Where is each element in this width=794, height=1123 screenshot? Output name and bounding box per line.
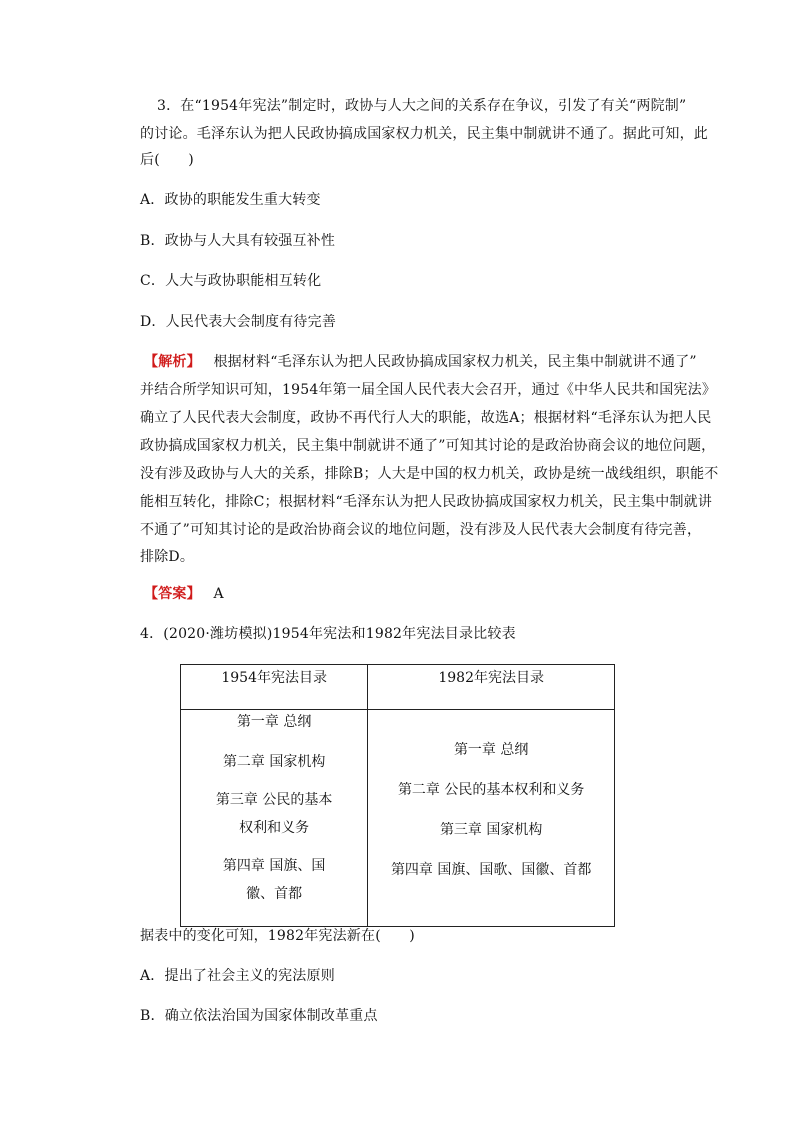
1982-chapter-3: 第三章 国家机构 xyxy=(439,822,543,838)
analysis-line-3: 确立了人民代表大会制度，政协不再代行人大的职能，故选A；根据材料“毛泽东认为把人民 xyxy=(140,410,712,426)
analysis-line-4: 政协搞成国家权力机关，民主集中制就讲不通了”可知其讨论的是政治协商会议的地位问题， xyxy=(140,438,716,454)
q3-stem-line-2: 的讨论。毛泽东认为把人民政协搞成国家权力机关，民主集中制就讲不通了。据此可知，此 xyxy=(140,126,708,142)
constitution-comparison-table xyxy=(180,664,615,927)
analysis-line-5: 没有涉及政协与人大的关系，排除B；人大是中国的权力机关，政协是统一战线组织，职能不 xyxy=(140,466,719,482)
q3-option-b: B．政协与人大具有较强互补性 xyxy=(140,233,336,249)
analysis-line-1 xyxy=(144,352,697,372)
1982-chapter-2: 第二章 公民的基本权利和义务 xyxy=(397,782,585,798)
q3-option-c: C．人大与政协职能相互转化 xyxy=(140,273,322,289)
1954-chapter-4: 第四章 国旗、国徽、首都 xyxy=(222,858,326,902)
q4-stem: 据表中的变化可知，1982年宪法新在( ) xyxy=(140,928,415,944)
analysis-label: 【解析】 xyxy=(144,354,201,370)
analysis-text-1: 根据材料“毛泽东认为把人民政协搞成国家权力机关，民主集中制就讲不通了” xyxy=(213,354,697,370)
q3-option-d: D．人民代表大会制度有待完善 xyxy=(140,314,337,330)
1982-chapter-1: 第一章 总纲 xyxy=(453,742,529,758)
q4-title: 4．(2020·潍坊模拟)1954年宪法和1982年宪法目录比较表 xyxy=(140,626,516,642)
q4-option-b: B．确立依法治国为国家体制改革重点 xyxy=(140,1008,378,1024)
analysis-line-2: 并结合所学知识可知，1954年第一届全国人民代表大会召开，通过《中华人民共和国宪法》 xyxy=(140,382,717,398)
analysis-line-8: 排除D。 xyxy=(140,549,195,565)
answer-value: A xyxy=(213,586,224,602)
q3-stem-line-1: 3．在“1954年宪法”制定时，政协与人大之间的关系存在争议，引发了有关“两院制” xyxy=(157,98,687,114)
answer-line xyxy=(144,584,224,604)
table-header-1954: 1954年宪法目录 xyxy=(181,665,368,710)
answer-label: 【答案】 xyxy=(144,586,201,602)
1954-chapter-1: 第一章 总纲 xyxy=(236,714,312,730)
analysis-line-7: 不通了”可知其讨论的是政治协商会议的地位问题，没有涉及人民代表大会制度有待完善， xyxy=(140,522,702,538)
q3-option-a: A．政协的职能发生重大转变 xyxy=(140,192,321,208)
1954-chapter-2: 第二章 国家机构 xyxy=(222,754,326,770)
table-header-row xyxy=(181,665,615,710)
table-body-row xyxy=(181,710,615,927)
table-header-1982: 1982年宪法目录 xyxy=(368,665,615,710)
table-cell-1982 xyxy=(368,710,615,927)
1954-chapter-3: 第三章 公民的基本权利和义务 xyxy=(215,792,333,836)
q3-stem-line-3: 后( ) xyxy=(140,152,194,168)
analysis-line-6: 能相互转化，排除C；根据材料“毛泽东认为把人民政协搞成国家权力机关，民主集中制就讲 xyxy=(140,494,713,510)
1982-chapter-4: 第四章 国旗、国歌、国徽、首都 xyxy=(390,862,592,878)
table-cell-1954 xyxy=(181,710,368,927)
q4-option-a: A．提出了社会主义的宪法原则 xyxy=(140,968,335,984)
